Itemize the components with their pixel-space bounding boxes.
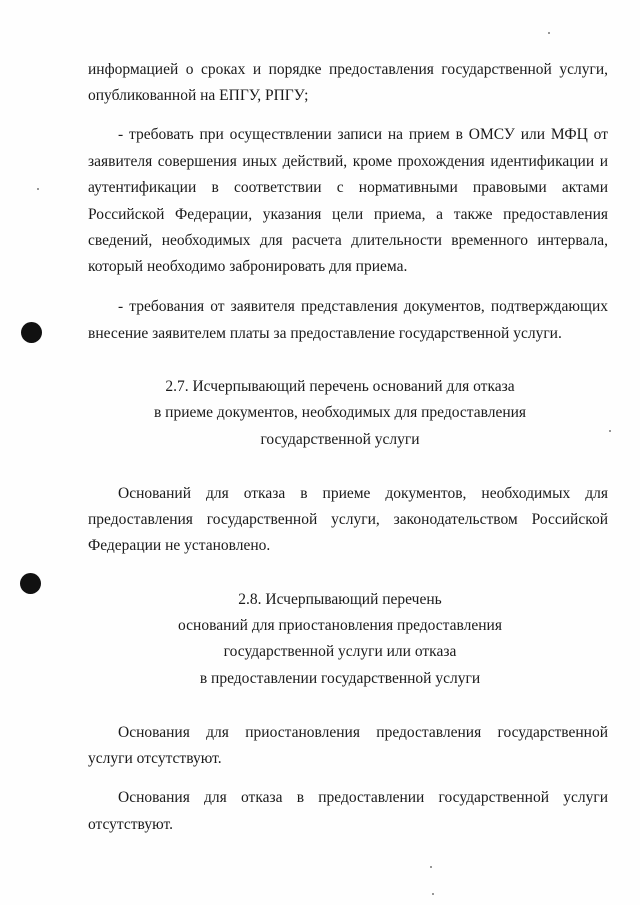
paragraph-2-line-2: заявителя совершения иных действий, кроме прохождения идентификации и <box>88 153 608 170</box>
section-2-8-heading-line-3: государственной услуги или отказа <box>223 643 457 660</box>
scan-speck <box>432 893 434 895</box>
section-2-7-body-line-1: Оснований для отказа в приеме документов, необходимых для <box>118 485 608 502</box>
section-2-8-body-1-line-2: услуги отсутствуют. <box>88 750 222 767</box>
section-2-8-heading-line-1: 2.8. Исчерпывающий перечень <box>238 591 442 608</box>
section-2-7-heading-line-2: в приеме документов, необходимых для предоставления <box>153 404 527 421</box>
scan-speck <box>430 866 432 868</box>
paragraph-3-line-2: внесение заявителем платы за предоставление государственной услуги. <box>88 325 562 342</box>
scan-speck <box>548 32 550 34</box>
paragraph-1-line-2: опубликованной на ЕПГУ, РПГУ; <box>88 87 309 104</box>
paragraph-1-line-1: информацией о сроках и порядке предоставления государственной услуги, <box>88 61 608 78</box>
paragraph-3-line-1: - требования от заявителя представления документов, подтверждающих <box>118 298 608 315</box>
section-2-7-heading-line-3: государственной услуги <box>260 431 420 448</box>
section-2-7-body-line-2: предоставления государственной услуги, законодательством Российской <box>88 511 608 528</box>
scan-speck <box>37 188 39 190</box>
section-2-7-heading-line-1: 2.7. Исчерпывающий перечень оснований для отказа <box>165 378 515 395</box>
section-2-8-body-2-line-1: Основания для отказа в предоставлении государственной услуги <box>118 789 608 806</box>
section-2-8-body-1-line-1: Основания для приостановления предоставления государственной <box>118 724 608 741</box>
section-2-8-body-2-line-2: отсутствуют. <box>88 816 173 833</box>
section-2-8-heading-line-2: оснований для приостановления предоставления <box>178 617 502 634</box>
paragraph-2-line-4: Российской Федерации, указания цели приема, а также предоставления <box>88 206 608 223</box>
punch-hole-bottom <box>20 573 41 594</box>
section-2-8-heading-line-4: в предоставлении государственной услуги <box>199 670 481 687</box>
paragraph-2-line-6: который необходимо забронировать для приема. <box>88 258 408 275</box>
paragraph-2-line-5: сведений, необходимых для расчета длительности временного интервала, <box>88 232 608 249</box>
paragraph-2-line-1: - требовать при осуществлении записи на прием в ОМСУ или МФЦ от <box>118 126 608 143</box>
punch-hole-top <box>21 322 42 343</box>
section-2-7-body-line-3: Федерации не установлено. <box>88 537 271 554</box>
paragraph-2-line-3: аутентификации в соответствии с нормативными правовыми актами <box>88 179 608 196</box>
